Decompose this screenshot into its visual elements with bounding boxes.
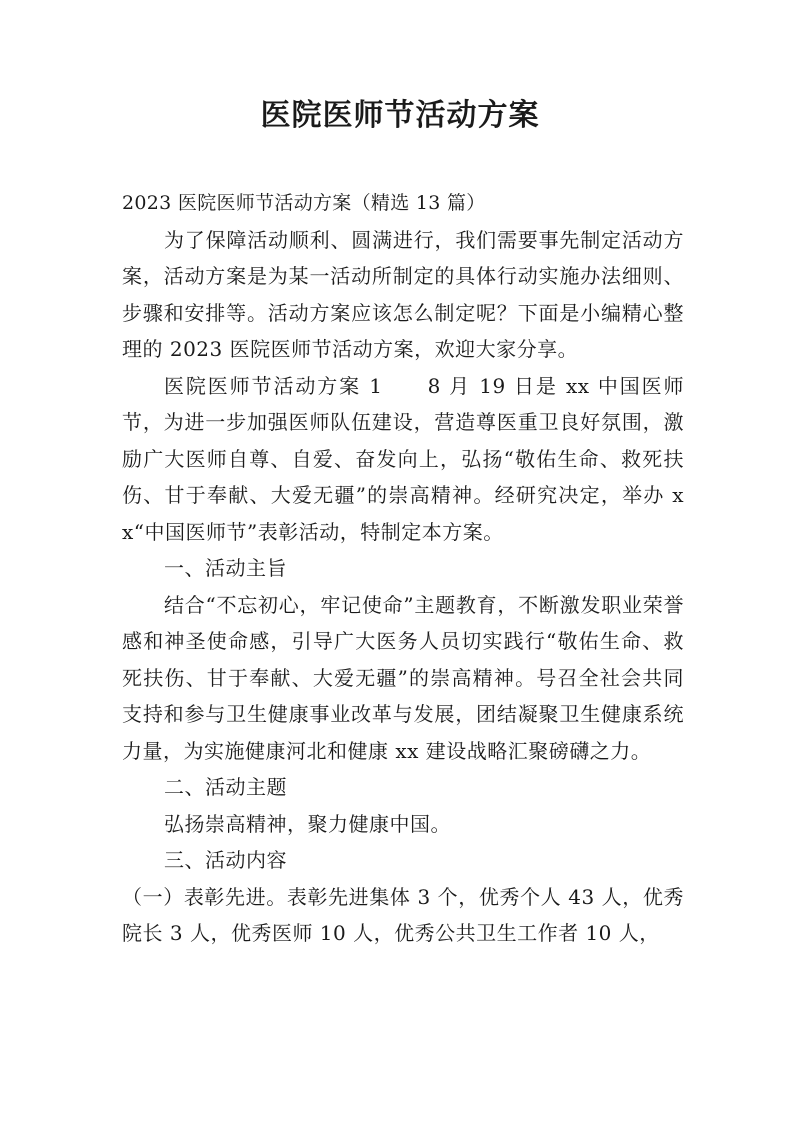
document-body [122,185,684,952]
theme-paragraph: 弘扬崇高精神，聚力健康中国。 [164,811,451,836]
plan-one-paragraph: 医院医师节活动方案 1 8 月 19 日是 xx 中国医师节，为进一步加强医师队伍建设，营造尊医重卫良好氛围，激励广大医师自尊、自爱、奋发向上，弘扬“敬佑生命、救死扶伤、甘于奉献、大爱无疆”的崇高精神。经研究决定，举办 xx“中国医师节”表彰活动，特制定本方案。 [122,373,684,544]
section-heading-content: 三、活动内容 [164,848,287,872]
document-subtitle: 2023 医院医师节活动方案（精选 13 篇） [122,192,486,214]
section-heading-purpose: 一、活动主旨 [164,556,287,580]
document-title: 医院医师节活动方案 [260,98,540,133]
intro-paragraph: 为了保障活动顺利、圆满进行，我们需要事先制定活动方案，活动方案是为某一活动所制定的具体行动实施办法细则、步骤和安排等。活动方案应该怎么制定呢？下面是小编精心整理的 2023 医院医师节活动方案，欢迎大家分享。 [122,227,684,361]
purpose-paragraph: 结合“不忘初心，牢记使命”主题教育，不断激发职业荣誉感和神圣使命感，引导广大医务人员切实践行“敬佑生命、救死扶伤、甘于奉献、大爱无疆”的崇高精神。号召全社会共同支持和参与卫生健康事业改革与发展，团结凝聚卫生健康系统力量，为实施健康河北和健康 xx 建设战略汇聚磅礴之力。 [122,592,684,763]
section-heading-theme: 二、活动主题 [164,775,287,799]
content-paragraph: （一）表彰先进。表彰先进集体 3 个，优秀个人 43 人，优秀院长 3 人，优秀医师 10 人，优秀公共卫生工作者 10 人， [122,884,684,945]
